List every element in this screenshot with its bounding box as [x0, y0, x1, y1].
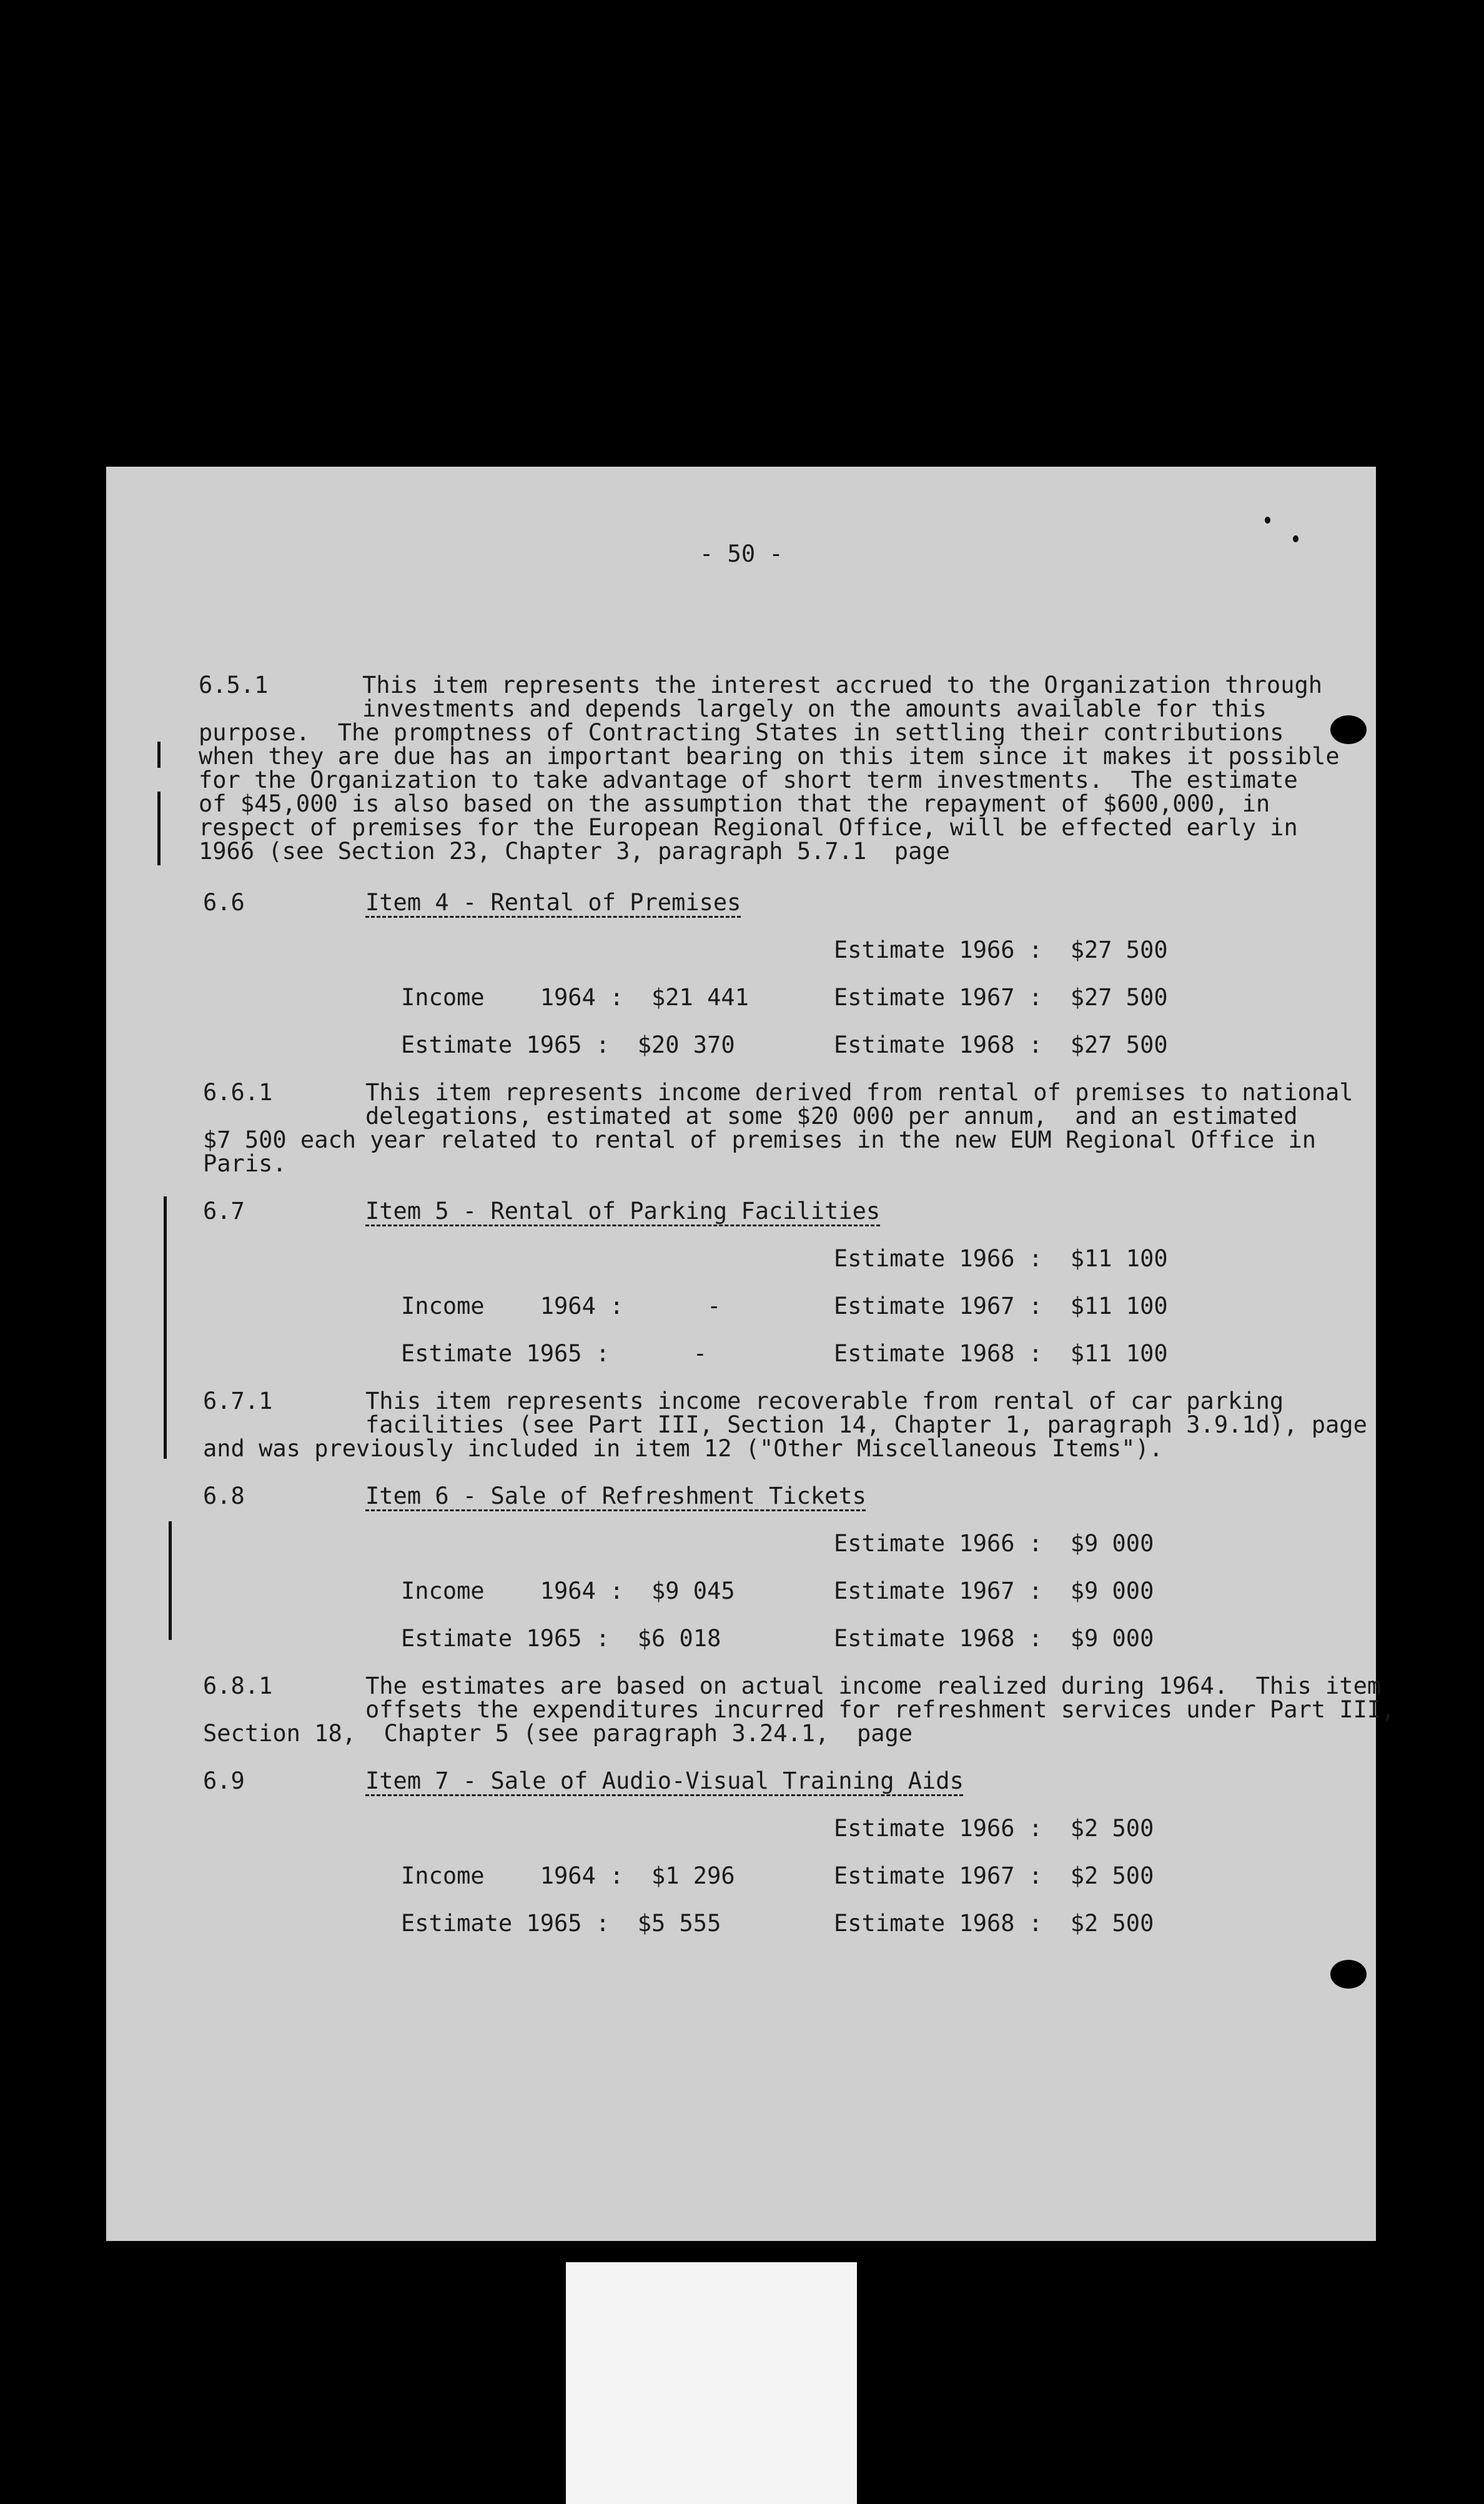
estimate-1967: Estimate 1967 : $11 100: [834, 1293, 1168, 1319]
paragraph-number: 6.5.1: [199, 672, 269, 698]
paragraph-line: when they are due has an important bearing on this item since it makes it possible: [199, 743, 1340, 770]
paragraph-line: $7 500 each year related to rental of premises in the new EUM Regional Office in: [203, 1126, 1317, 1153]
income-1964: Income 1964 : $1 296: [401, 1862, 735, 1889]
estimate-1965: Estimate 1965 : -: [401, 1340, 708, 1367]
estimate-1968: Estimate 1968 : $2 500: [834, 1910, 1154, 1937]
section-title: Item 6 - Sale of Refreshment Tickets: [365, 1483, 866, 1509]
revision-bar: [164, 1196, 167, 1459]
section-number: 6.8: [203, 1483, 245, 1509]
paragraph-number: 6.8.1: [203, 1672, 273, 1699]
revision-bar: [157, 792, 161, 865]
estimate-1966: Estimate 1966 : $9 000: [834, 1530, 1154, 1557]
income-1964: Income 1964 : $9 045: [401, 1577, 735, 1604]
paragraph-line: facilities (see Part III, Section 14, Chapter 1, paragraph 3.9.1d), page: [365, 1411, 1367, 1438]
paragraph-line: respect of premises for the European Regional Office, will be effected early in: [199, 814, 1298, 841]
estimate-1967: Estimate 1967 : $27 500: [834, 984, 1168, 1011]
paragraph-line: Paris.: [203, 1150, 287, 1177]
paragraph-line: This item represents the interest accrued to the Organization through: [362, 672, 1323, 698]
estimate-1966: Estimate 1966 : $27 500: [834, 937, 1168, 963]
estimate-1965: Estimate 1965 : $6 018: [401, 1625, 721, 1652]
section-number: 6.6: [203, 889, 245, 916]
estimate-1968: Estimate 1968 : $27 500: [834, 1031, 1168, 1058]
revision-bar: [169, 1521, 172, 1640]
section-title: Item 5 - Rental of Parking Facilities: [365, 1198, 881, 1225]
income-1964: Income 1964 : -: [401, 1293, 721, 1319]
paragraph-line: of $45,000 is also based on the assumption that the repayment of $600,000, in: [199, 790, 1270, 817]
dust-speck: [1293, 535, 1298, 542]
dust-speck: [1265, 517, 1270, 524]
revision-bar: [157, 742, 161, 768]
paragraph-line: purpose. The promptness of Contracting States in settling their contributions: [199, 719, 1284, 746]
film-label-slip: [566, 2262, 857, 2504]
section-number: 6.7: [203, 1198, 245, 1225]
section-title: Item 4 - Rental of Premises: [365, 889, 741, 916]
paragraph-number: 6.7.1: [203, 1388, 273, 1414]
paragraph-line: 1966 (see Section 23, Chapter 3, paragraph 5.7.1 page: [199, 838, 950, 865]
estimate-1967: Estimate 1967 : $2 500: [834, 1862, 1154, 1889]
paragraph-line: for the Organization to take advantage of short term investments. The estimate: [199, 767, 1298, 793]
estimate-1966: Estimate 1966 : $11 100: [834, 1245, 1168, 1272]
estimate-1967: Estimate 1967 : $9 000: [834, 1577, 1154, 1604]
paragraph-line: investments and depends largely on the amounts available for this: [362, 695, 1267, 722]
section-title: Item 7 - Sale of Audio-Visual Training Aids: [365, 1767, 964, 1794]
estimate-1965: Estimate 1965 : $20 370: [401, 1031, 735, 1058]
paragraph-line: The estimates are based on actual income realized during 1964. This item: [365, 1672, 1382, 1699]
document-page: [106, 467, 1395, 2241]
paragraph-line: and was previously included in item 12 ("Other Miscellaneous Items").: [203, 1435, 1164, 1462]
paragraph-number: 6.6.1: [203, 1079, 273, 1106]
paragraph-line: This item represents income derived from rental of premises to national: [365, 1079, 1353, 1106]
estimate-1966: Estimate 1966 : $2 500: [834, 1815, 1154, 1842]
paragraph-line: delegations, estimated at some $20 000 per annum, and an estimated: [365, 1103, 1298, 1130]
punch-hole: [1330, 1960, 1367, 1989]
section-number: 6.9: [203, 1767, 245, 1794]
paragraph-line: offsets the expenditures incurred for refreshment services under Part III,: [365, 1696, 1395, 1723]
paragraph-line: Section 18, Chapter 5 (see paragraph 3.24.1, page: [203, 1720, 913, 1747]
income-1964: Income 1964 : $21 441: [401, 984, 749, 1011]
page-number: - 50 -: [700, 540, 783, 567]
estimate-1968: Estimate 1968 : $9 000: [834, 1625, 1154, 1652]
estimate-1965: Estimate 1965 : $5 555: [401, 1910, 721, 1937]
paragraph-line: This item represents income recoverable from rental of car parking: [365, 1388, 1284, 1414]
estimate-1968: Estimate 1968 : $11 100: [834, 1340, 1168, 1367]
punch-hole: [1330, 715, 1367, 744]
